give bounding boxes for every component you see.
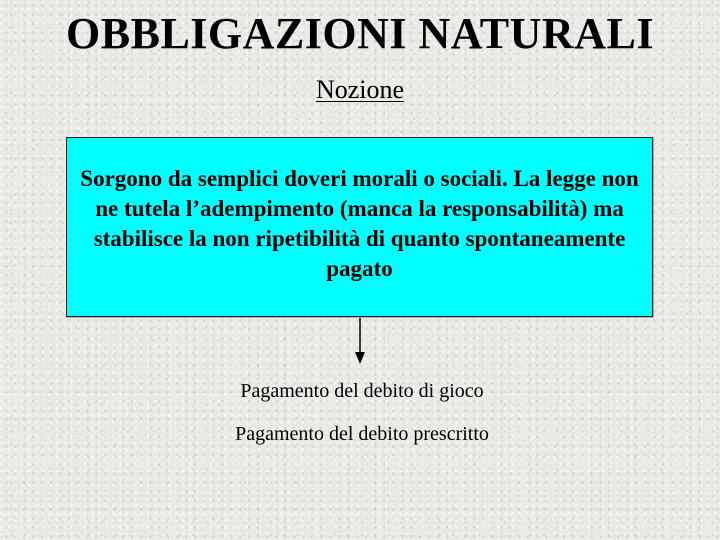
definition-box — [66, 137, 653, 317]
subtitle — [0, 74, 720, 106]
page-title: OBBLIGAZIONI NATURALI — [66, 9, 654, 58]
example-gambling-debt: Pagamento del debito di gioco — [240, 380, 484, 402]
definition-text: Sorgono da semplici doveri morali o sociali. La legge non ne tutela l’adempimento (manca la responsabilità) ma stabilisce la non ripetibilità di quanto spontaneamente pagato — [80, 165, 639, 281]
down-arrow-icon — [349, 318, 371, 364]
example-prescribed-debt: Pagamento del debito prescritto — [235, 423, 489, 445]
subtitle-text: Nozione — [315, 75, 405, 104]
